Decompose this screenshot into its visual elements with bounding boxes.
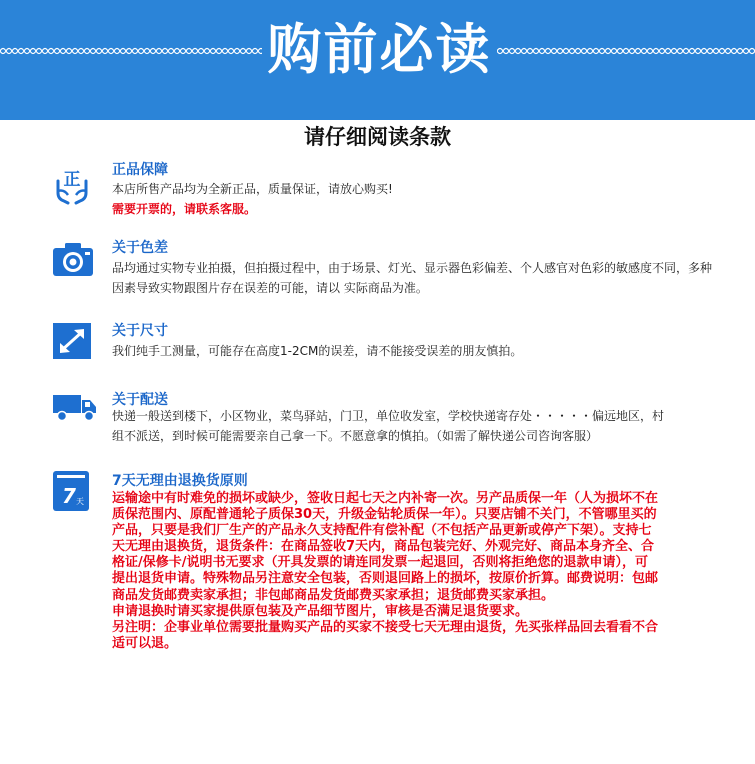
section-body xyxy=(112,491,724,652)
section-heading: 关于配送 xyxy=(112,392,168,408)
body-line: 品均通过实物专业拍摄，但拍摄过程中，由于场景、灯光、显示器色彩偏差、个人感官对色彩的敏感度不同，多种 xyxy=(112,261,713,275)
body-line: 格证/保修卡/说明书无要求（开具发票的请连同发票一起退回，否则将拒绝您的退款申请），可 xyxy=(112,555,648,571)
decorative-wave-left xyxy=(0,46,262,56)
delivery-truck-icon xyxy=(52,392,98,422)
section-heading: 正品保障 xyxy=(112,162,168,178)
resize-arrow-icon xyxy=(52,322,92,360)
body-line: 因素导致实物跟图片存在误差的可能，请以 实际商品为准。 xyxy=(112,281,428,295)
body-line: 本店所售产品均为全新正品，质量保证，请放心购买! xyxy=(112,182,393,196)
seven-day-return-icon xyxy=(52,470,90,512)
body-line: 快递一般送到楼下，小区物业，菜鸟驿站，门卫，单位收发室，学校快递寄存处・・・・・偏远地区，村 xyxy=(112,409,665,423)
authentic-hands-icon xyxy=(52,161,92,205)
decorative-wave-right xyxy=(497,46,755,56)
body-line: 商品发货邮费卖家承担；非包邮商品发货邮费买家承担；退货邮费买家承担。 xyxy=(112,587,555,603)
body-line: 申请退换时请买家提供原包装及产品细节图片，审核是否满足退货要求。 xyxy=(112,603,529,619)
section-body xyxy=(112,406,712,446)
section-heading: 7天无理由退换货原则 xyxy=(112,473,248,489)
body-line: 适可以退。 xyxy=(112,635,178,651)
camera-icon xyxy=(52,241,94,277)
section-body xyxy=(112,179,712,219)
body-line: 组不派送，到时候可能需要亲自己拿一下。不愿意拿的慎拍。（如需了解快递公司咨询客服） xyxy=(112,429,599,443)
seven-day-icon-unit: 天 xyxy=(76,497,84,506)
invoice-notice: 需要开票的，请联系客服。 xyxy=(112,202,257,216)
header-banner xyxy=(0,0,755,120)
body-line: 质保范围内、原配普通轮子质保30天，升级金钻轮质保一年）。只要店铺不关门，不管哪里买的 xyxy=(112,507,657,523)
banner-title: 购前必读 xyxy=(267,18,492,81)
section-body xyxy=(112,258,712,298)
authentic-icon-glyph: 正 xyxy=(63,170,81,190)
body-line: 天无理由退换货，退货条件：在商品签收7天内，商品包装完好、外观完好、商品本身齐全、合 xyxy=(112,539,655,555)
body-line: 另注明：企事业单位需要批量购买产品的买家不接受七天无理由退货，先买张样品回去看看不合 xyxy=(112,619,659,635)
body-line: 运输途中有时难免的损坏或缺少，签收日起七天之内补寄一次。另产品质保一年（人为损坏不在 xyxy=(112,491,659,506)
body-line: 我们纯手工测量，可能存在高度1-2CM的误差，请不能接受误差的朋友慎拍。 xyxy=(112,344,523,358)
section-heading: 关于尺寸 xyxy=(112,323,168,339)
seven-day-icon-number: 7 xyxy=(62,484,76,508)
body-line: 提出退货申请。特殊物品另注意安全包装，否则退回路上的损坏，按原价折算。邮费说明：包邮 xyxy=(112,571,659,587)
section-body xyxy=(112,341,712,361)
section-heading: 关于色差 xyxy=(112,240,168,256)
body-line: 产品，只要是我们厂生产的产品永久支持配件有偿补配（不包括产品更新或停产下架）。支持七 xyxy=(112,523,652,539)
page-subtitle: 请仔细阅读条款 xyxy=(304,125,451,149)
